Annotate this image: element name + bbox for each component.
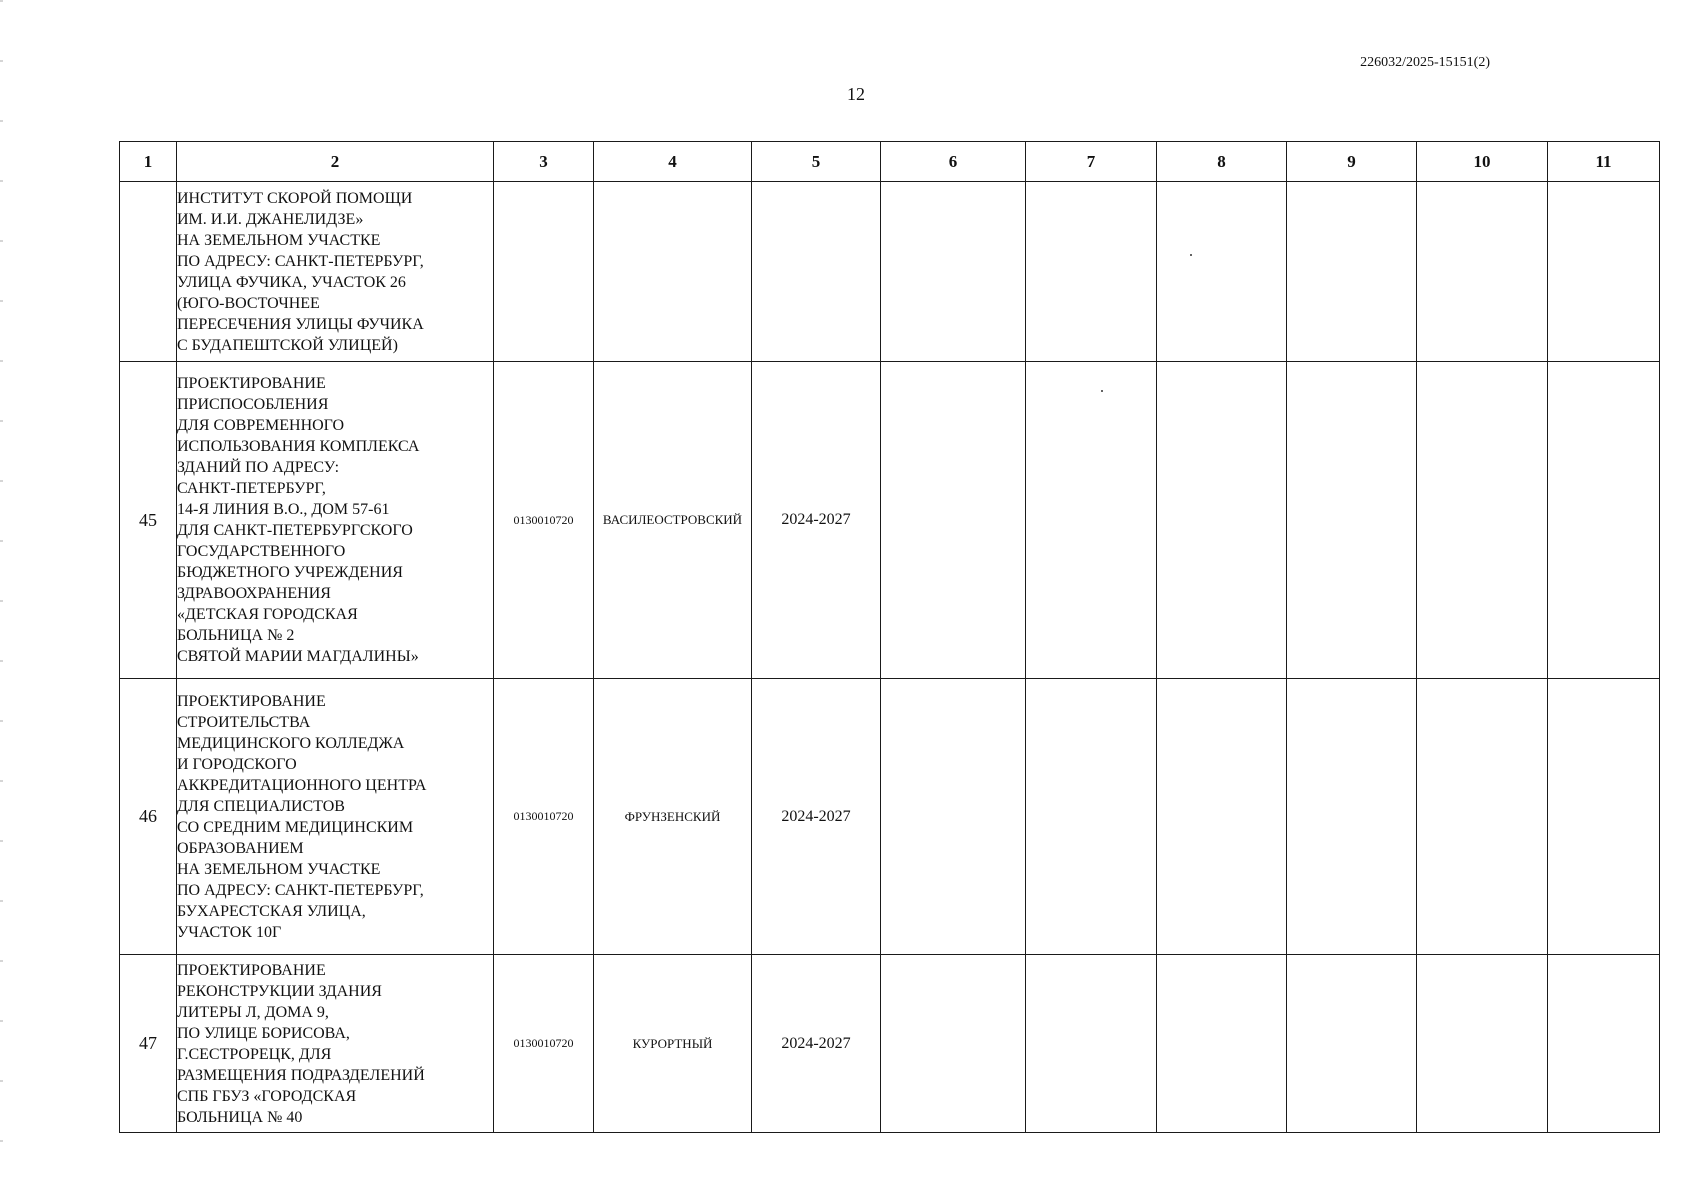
object-name-line: БУХАРЕСТСКАЯ УЛИЦА, — [177, 902, 366, 920]
object-name-line: Г.СЕСТРОРЕЦК, ДЛЯ — [177, 1045, 332, 1063]
term-cell: 2024-2027 — [752, 362, 881, 679]
column-header-5: 5 — [752, 142, 881, 182]
page-number: 12 — [847, 84, 865, 104]
plan-table — [119, 141, 1660, 1133]
object-name-line: ДЛЯ САНКТ-ПЕТЕРБУРГСКОГО — [177, 522, 413, 539]
term-cell — [752, 182, 881, 362]
object-name-line: С БУДАПЕШТСКОЙ УЛИЦЕЙ) — [177, 336, 398, 354]
column-header-3: 3 — [494, 142, 594, 182]
object-name-line: УЧАСТОК 10Г — [177, 923, 282, 941]
empty-cell — [1548, 362, 1660, 679]
object-name-line: ПРОЕКТИРОВАНИЕ — [177, 961, 326, 979]
object-name-line: НА ЗЕМЕЛЬНОМ УЧАСТКЕ — [177, 231, 381, 249]
object-name-line: ИСПОЛЬЗОВАНИЯ КОМПЛЕКСА — [177, 438, 420, 455]
code-cell: 0130010720 — [494, 679, 594, 955]
empty-cell — [1548, 955, 1660, 1133]
object-name-line: (ЮГО-ВОСТОЧНЕЕ — [177, 294, 320, 312]
object-name-line: ДЛЯ СОВРЕМЕННОГО — [177, 417, 345, 434]
column-header-1: 1 — [120, 142, 177, 182]
object-name-line: ИМ. И.И. ДЖАНЕЛИДЗЕ» — [177, 210, 364, 228]
object-name-line: ПО УЛИЦЕ БОРИСОВА, — [177, 1024, 350, 1042]
empty-cell — [1026, 362, 1157, 679]
table-row-45 — [120, 362, 1660, 679]
object-name-line: И ГОРОДСКОГО — [177, 755, 297, 773]
empty-cell — [1287, 182, 1417, 362]
object-name-line: ПРИСПОСОБЛЕНИЯ — [177, 396, 329, 413]
object-name-line: СВЯТОЙ МАРИИ МАГДАЛИНЫ» — [177, 648, 419, 665]
empty-cell — [1287, 955, 1417, 1133]
object-name-line: ГОСУДАРСТВЕННОГО — [177, 543, 346, 560]
object-name-line: САНКТ-ПЕТЕРБУРГ, — [177, 480, 326, 497]
object-name-line: «ДЕТСКАЯ ГОРОДСКАЯ — [177, 606, 358, 623]
object-name-line: БОЛЬНИЦА № 2 — [177, 627, 295, 644]
empty-cell — [881, 182, 1026, 362]
scan-edge-marks — [0, 0, 3, 1200]
empty-cell — [1157, 362, 1287, 679]
column-number-header-row — [120, 142, 1660, 182]
empty-cell — [1287, 679, 1417, 955]
object-name-line: ПРОЕКТИРОВАНИЕ — [177, 692, 326, 710]
object-name-line: СО СРЕДНИМ МЕДИЦИНСКИМ — [177, 818, 414, 836]
object-name-line: ЗДАНИЙ ПО АДРЕСУ: — [177, 459, 340, 476]
object-name-line: ПО АДРЕСУ: САНКТ-ПЕТЕРБУРГ, — [177, 881, 424, 899]
scan-speck — [1190, 254, 1192, 256]
document-id: 226032/2025-15151(2) — [1360, 55, 1490, 70]
empty-cell — [1026, 679, 1157, 955]
column-header-10: 10 — [1417, 142, 1548, 182]
object-name-line: 14-Я ЛИНИЯ В.О., ДОМ 57-61 — [177, 501, 390, 518]
column-header-6: 6 — [881, 142, 1026, 182]
object-name-cell — [177, 955, 494, 1133]
object-name-line: МЕДИЦИНСКОГО КОЛЛЕДЖА — [177, 734, 405, 752]
district-cell: ФРУНЗЕНСКИЙ — [594, 679, 752, 955]
empty-cell — [1417, 679, 1548, 955]
district-cell — [594, 182, 752, 362]
column-header-9: 9 — [1287, 142, 1417, 182]
empty-cell — [1026, 955, 1157, 1133]
column-header-4: 4 — [594, 142, 752, 182]
empty-cell — [1157, 955, 1287, 1133]
object-name-line: ЗДРАВООХРАНЕНИЯ — [177, 585, 331, 602]
table-row-continuation — [120, 182, 1660, 362]
object-name-line: УЛИЦА ФУЧИКА, УЧАСТОК 26 — [177, 273, 406, 291]
empty-cell — [1417, 362, 1548, 679]
object-name-cell — [177, 182, 494, 362]
empty-cell — [1287, 362, 1417, 679]
object-name-line: ПРОЕКТИРОВАНИЕ — [177, 375, 326, 392]
object-name-line: СТРОИТЕЛЬСТВА — [177, 713, 311, 731]
code-cell: 0130010720 — [494, 362, 594, 679]
empty-cell — [881, 955, 1026, 1133]
code-cell: 0130010720 — [494, 955, 594, 1133]
empty-cell — [881, 362, 1026, 679]
object-name-line: РАЗМЕЩЕНИЯ ПОДРАЗДЕЛЕНИЙ — [177, 1066, 425, 1084]
object-name-line: БЮДЖЕТНОГО УЧРЕЖДЕНИЯ — [177, 564, 403, 581]
object-name-line: ИНСТИТУТ СКОРОЙ ПОМОЩИ — [177, 189, 413, 207]
code-cell — [494, 182, 594, 362]
column-header-8: 8 — [1157, 142, 1287, 182]
object-name-line: ОБРАЗОВАНИЕМ — [177, 839, 304, 857]
object-name-line: ПО АДРЕСУ: САНКТ-ПЕТЕРБУРГ, — [177, 252, 424, 270]
column-header-2: 2 — [177, 142, 494, 182]
empty-cell — [1417, 955, 1548, 1133]
empty-cell — [881, 679, 1026, 955]
district-cell: ВАСИЛЕОСТРОВСКИЙ — [594, 362, 752, 679]
empty-cell — [1026, 182, 1157, 362]
object-name-line: НА ЗЕМЕЛЬНОМ УЧАСТКЕ — [177, 860, 381, 878]
object-name-cell — [177, 362, 494, 679]
term-cell: 2024-2027 — [752, 679, 881, 955]
object-name-line: АККРЕДИТАЦИОННОГО ЦЕНТРА — [177, 776, 427, 794]
object-name-line: ПЕРЕСЕЧЕНИЯ УЛИЦЫ ФУЧИКА — [177, 315, 424, 333]
term-cell: 2024-2027 — [752, 955, 881, 1133]
row-number-cell: 46 — [120, 679, 177, 955]
object-name-line: БОЛЬНИЦА № 40 — [177, 1108, 303, 1126]
empty-cell — [1548, 679, 1660, 955]
row-number-cell: 47 — [120, 955, 177, 1133]
empty-cell — [1548, 182, 1660, 362]
district-cell: КУРОРТНЫЙ — [594, 955, 752, 1133]
object-name-cell — [177, 679, 494, 955]
object-name-line: СПБ ГБУЗ «ГОРОДСКАЯ — [177, 1087, 357, 1105]
object-name-line: РЕКОНСТРУКЦИИ ЗДАНИЯ — [177, 982, 382, 1000]
column-header-7: 7 — [1026, 142, 1157, 182]
empty-cell — [1157, 182, 1287, 362]
empty-cell — [1417, 182, 1548, 362]
object-name-line: ДЛЯ СПЕЦИАЛИСТОВ — [177, 797, 345, 815]
table-row-47 — [120, 955, 1660, 1133]
row-number-cell: 45 — [120, 362, 177, 679]
object-name-line: ЛИТЕРЫ Л, ДОМА 9, — [177, 1003, 329, 1021]
row-number-cell — [120, 182, 177, 362]
table-row-46 — [120, 679, 1660, 955]
column-header-11: 11 — [1548, 142, 1660, 182]
empty-cell — [1157, 679, 1287, 955]
scan-speck — [1101, 390, 1103, 392]
